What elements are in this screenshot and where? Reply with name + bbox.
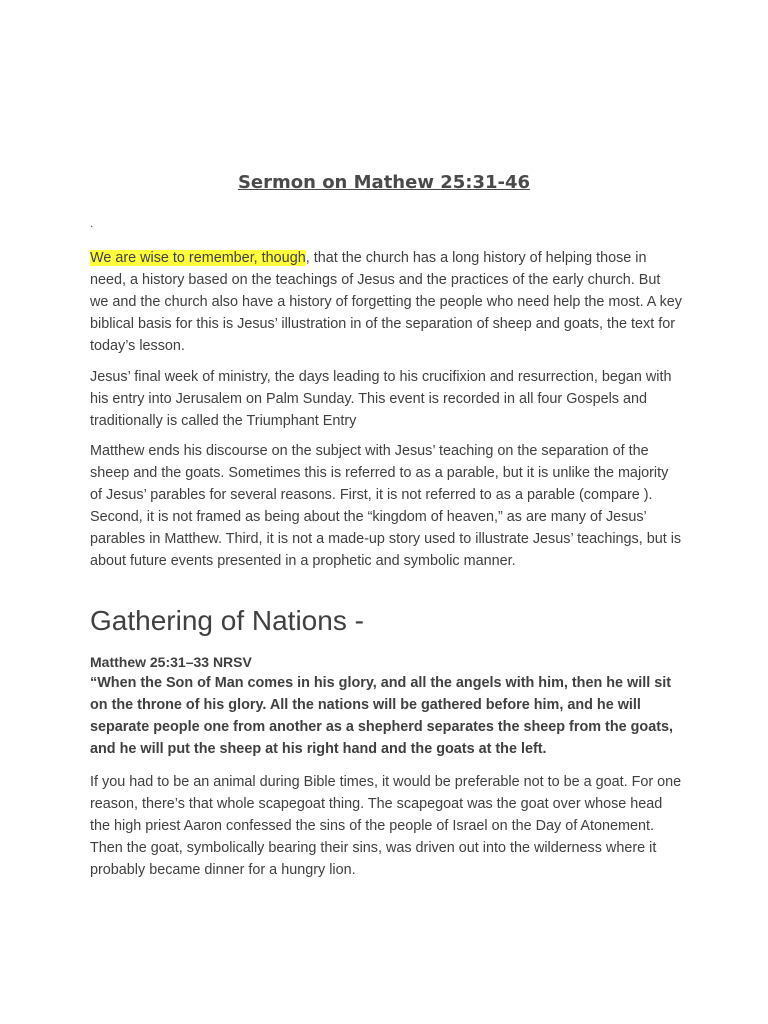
document-title: Sermon on Mathew 25:31-46 [237, 172, 531, 193]
paragraph-palm-sunday: Jesus’ final week of ministry, the days leading to his crucifixion and resurrection, began with his entry into Jerusalem on Palm Sunday. This event is recorded in all four Gospels and traditionally is called the Triumphant Entry [90, 369, 672, 429]
section-heading: Gathering of Nations - [90, 605, 364, 636]
stray-dot: . [90, 216, 94, 230]
paragraph-intro-text: , that the church has a long history of helping those in need, a history based on the teachings of Jesus and the practices of the early church. But we and the church also have a history of forgetting the people who need help the most. A key biblical basis for this is Jesus’ illustration in of the separation of sheep and goats, the text for today’s lesson. [90, 250, 682, 354]
highlighted-text: We are wise to remember, though [90, 250, 306, 266]
paragraph-scapegoat: If you had to be an animal during Bible times, it would be preferable not to be a goat. For one reason, there’s that whole scapegoat thing. The scapegoat was the goat over whose head the high priest Aaron confessed the sins of the people of Israel on the Day of Atonement. Then the goat, symbolically bearing their sins, was driven out into the wilderness where it probably became dinner for a hungry lion. [90, 774, 682, 878]
paragraph-intro [90, 247, 682, 357]
paragraph-discourse: Matthew ends his discourse on the subject with Jesus’ teaching on the separation of the sheep and the goats. Sometimes this is referred to as a parable, but it is unlike the majority of Jesus’ parables for several reasons. First, it is not referred to as a parable (compare ). Second, it is not framed as being about the “kingdom of heaven,” as are many of Jesus’ parables in Matthew. Third, it is not a made-up story used to illustrate Jesus’ teachings, but is about future events presented in a prophetic and symbolic manner. [90, 443, 682, 569]
scripture-quote: “When the Son of Man comes in his glory, and all the angels with him, then he will sit on the throne of his glory. All the nations will be gathered before him, and he will separate people one from another as a shepherd separates the sheep from the goats, and he will put the sheep at his right hand and the goats at the left. [90, 675, 673, 757]
scripture-reference: Matthew 25:31–33 NRSV [90, 654, 252, 670]
